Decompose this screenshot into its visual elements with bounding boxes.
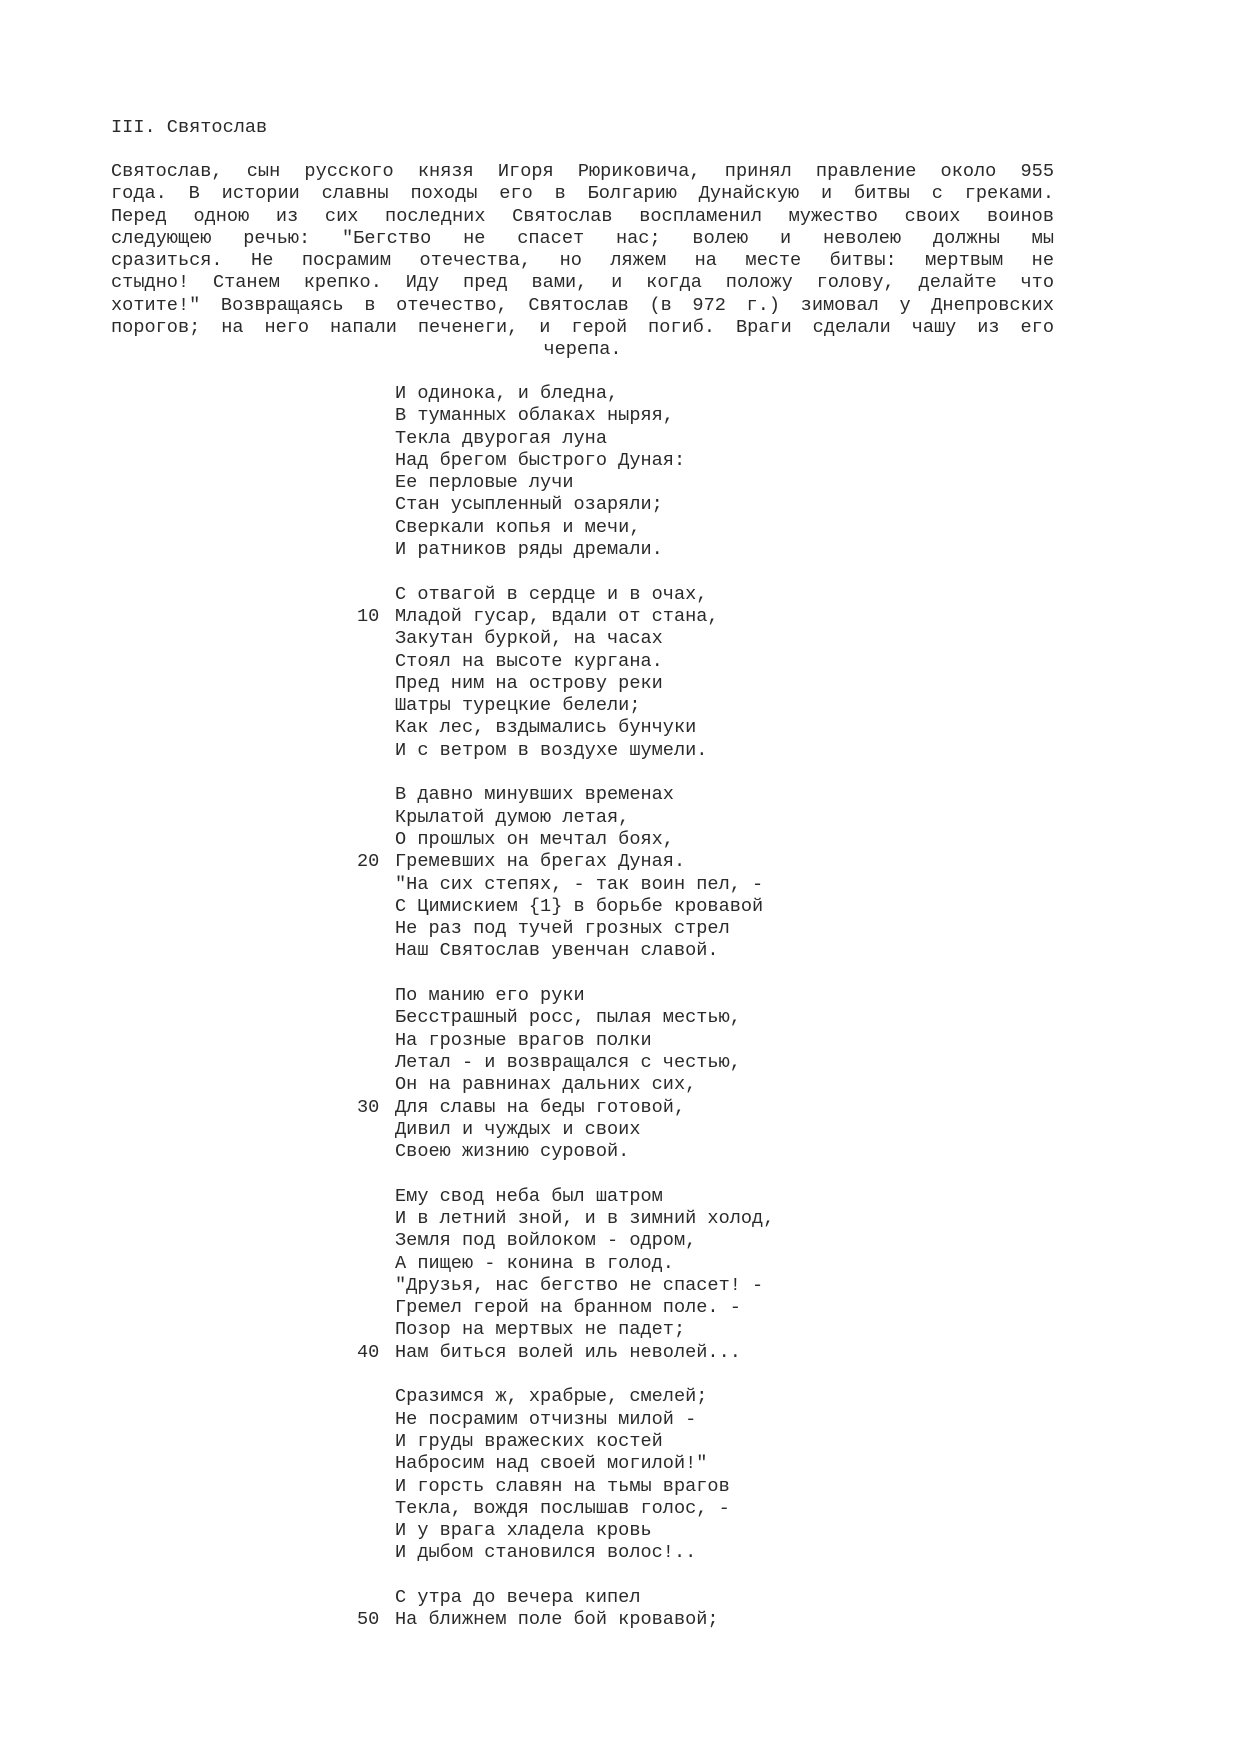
verse-text: Пред ним на острову реки xyxy=(395,672,663,694)
verse-line xyxy=(0,717,1242,739)
verse-line xyxy=(0,1097,1242,1119)
verse-line xyxy=(0,673,1242,695)
verse-line xyxy=(0,1230,1242,1252)
verse-text: "На сих степях, - так воин пел, - xyxy=(395,873,764,895)
verse-line xyxy=(0,494,1242,516)
verse-text: Позор на мертвых не падет; xyxy=(395,1319,686,1341)
verse-text: А пищею - конина в голод. xyxy=(395,1252,674,1274)
verse-line xyxy=(0,1030,1242,1052)
intro-line: Перед одною из сих последних Святослав воспламенил мужество своих воинов xyxy=(111,205,1054,227)
verse-text: Не посрамим отчизны милой - xyxy=(395,1408,697,1430)
verse-text: Ее перловые лучи xyxy=(395,472,574,494)
verse-text: Как лес, вздымались бунчуки xyxy=(395,717,697,739)
verse-line xyxy=(0,606,1242,628)
verse-line xyxy=(0,628,1242,650)
verse-line xyxy=(0,472,1242,494)
verse-text: Гремел герой на бранном поле. - xyxy=(395,1297,741,1319)
verse-line xyxy=(0,517,1242,539)
verse-text: Набросим над своей могилой!" xyxy=(395,1453,708,1475)
verse-text: И в летний зной, и в зимний холод, xyxy=(395,1207,775,1229)
verse-line xyxy=(0,1498,1242,1520)
intro-line: сразиться. Не посрамим отечества, но ляжем на месте битвы: мертвым не xyxy=(111,250,1054,272)
verse-line xyxy=(0,1542,1242,1564)
verse-text: Текла двурогая луна xyxy=(395,427,608,449)
verse-line xyxy=(0,1453,1242,1475)
poem xyxy=(0,383,1242,1654)
verse-line xyxy=(0,829,1242,851)
verse-text: В туманных облаках ныряя, xyxy=(395,405,674,427)
verse-text: Крылатой думою летая, xyxy=(395,806,630,828)
intro-line: порогов; на него напали печенеги, и герой погиб. Враги сделали чашу из его xyxy=(111,317,1054,339)
verse-text: С отвагой в сердце и в очах, xyxy=(395,583,708,605)
verse-line xyxy=(0,1141,1242,1163)
verse-line xyxy=(0,584,1242,606)
verse-line xyxy=(0,940,1242,962)
verse-text: Текла, вождя послышав голос, - xyxy=(395,1497,730,1519)
stanza xyxy=(0,784,1242,962)
verse-line xyxy=(0,1409,1242,1431)
verse-line xyxy=(0,1275,1242,1297)
line-number: 20 xyxy=(357,851,380,873)
intro-line: хотите!" Возвращаясь в отечество, Святослав (в 972 г.) зимовал у Днепровских xyxy=(111,294,1054,316)
intro-line: Святослав, сын русского князя Игоря Рюриковича, принял правление около 955 xyxy=(111,161,1054,182)
intro-paragraph xyxy=(111,161,1054,362)
verse-text: Младой гусар, вдали от стана, xyxy=(395,605,719,627)
verse-text: Для славы на беды готовой, xyxy=(395,1096,686,1118)
verse-text: Наш Святослав увенчан славой. xyxy=(395,940,719,962)
verse-line xyxy=(0,807,1242,829)
verse-text: Ему свод неба был шатром xyxy=(395,1185,663,1207)
verse-line xyxy=(0,695,1242,717)
line-number: 40 xyxy=(357,1341,380,1363)
verse-line xyxy=(0,1319,1242,1341)
line-number: 10 xyxy=(357,605,380,627)
verse-text: С утра до вечера кипел xyxy=(395,1587,641,1609)
verse-text: По манию его руки xyxy=(395,985,585,1007)
verse-text: "Друзья, нас бегство не спасет! - xyxy=(395,1274,764,1296)
verse-line xyxy=(0,896,1242,918)
verse-text: Дивил и чуждых и своих xyxy=(395,1118,641,1140)
verse-line xyxy=(0,651,1242,673)
verse-line xyxy=(0,1386,1242,1408)
verse-line xyxy=(0,740,1242,762)
verse-text: И дыбом становился волос!.. xyxy=(395,1542,697,1564)
verse-text: В давно минувших временах xyxy=(395,784,674,806)
verse-line xyxy=(0,985,1242,1007)
verse-line xyxy=(0,450,1242,472)
verse-text: И ратников ряды дремали. xyxy=(395,539,663,561)
verse-line xyxy=(0,1297,1242,1319)
verse-line xyxy=(0,1476,1242,1498)
stanza xyxy=(0,383,1242,561)
verse-text: И с ветром в воздухе шумели. xyxy=(395,739,708,761)
verse-line xyxy=(0,1520,1242,1542)
verse-line xyxy=(0,874,1242,896)
verse-text: Стан усыпленный озаряли; xyxy=(395,494,663,516)
stanza xyxy=(0,584,1242,762)
verse-text: На грозные врагов полки xyxy=(395,1029,652,1051)
verse-line xyxy=(0,1587,1242,1609)
verse-text: Над брегом быстрого Дуная: xyxy=(395,449,686,471)
stanza xyxy=(0,1386,1242,1564)
verse-text: С Цимискием {1} в борьбе кровавой xyxy=(395,895,764,917)
line-number: 50 xyxy=(357,1609,380,1631)
verse-text: Сразимся ж, храбрые, смелей; xyxy=(395,1386,708,1408)
verse-text: Шатры турецкие белели; xyxy=(395,695,641,717)
chapter-title: III. Святослав xyxy=(111,117,268,138)
verse-text: Гремевших на брегах Дуная. xyxy=(395,851,686,873)
verse-text: И горсть славян на тьмы врагов xyxy=(395,1475,730,1497)
verse-line xyxy=(0,383,1242,405)
stanza xyxy=(0,1587,1242,1632)
verse-text: И у врага хладела кровь xyxy=(395,1520,652,1542)
verse-line xyxy=(0,1342,1242,1364)
verse-line xyxy=(0,1052,1242,1074)
verse-text: И одинока, и бледна, xyxy=(395,383,619,404)
verse-text: Своею жизнию суровой. xyxy=(395,1141,630,1163)
intro-line: следующею речью: "Бегство не спасет нас; волею и неволею должны мы xyxy=(111,227,1054,249)
verse-text: Сверкали копья и мечи, xyxy=(395,516,641,538)
verse-line xyxy=(0,539,1242,561)
verse-line xyxy=(0,784,1242,806)
verse-line xyxy=(0,1074,1242,1096)
stanza xyxy=(0,1186,1242,1364)
verse-line xyxy=(0,1208,1242,1230)
verse-line xyxy=(0,428,1242,450)
line-number: 30 xyxy=(357,1096,380,1118)
verse-text: Земля под войлоком - одром, xyxy=(395,1230,697,1252)
verse-text: И груды вражеских костей xyxy=(395,1430,663,1452)
verse-line xyxy=(0,1186,1242,1208)
verse-text: Закутан буркой, на часах xyxy=(395,628,663,650)
stanza xyxy=(0,985,1242,1163)
verse-line xyxy=(0,1119,1242,1141)
verse-line xyxy=(0,1253,1242,1275)
verse-line xyxy=(0,1431,1242,1453)
verse-line xyxy=(0,405,1242,427)
verse-line xyxy=(0,918,1242,940)
intro-line: стыдно! Станем крепко. Иду пред вами, и когда положу голову, делайте что xyxy=(111,272,1054,294)
verse-text: На ближнем поле бой кровавой; xyxy=(395,1609,719,1631)
verse-text: Стоял на высоте кургана. xyxy=(395,650,663,672)
verse-text: О прошлых он мечтал боях, xyxy=(395,828,674,850)
verse-line xyxy=(0,1007,1242,1029)
verse-line xyxy=(0,851,1242,873)
intro-line: года. В истории славны походы его в Болгарию Дунайскую и битвы с греками. xyxy=(111,183,1054,205)
verse-text: Бесстрашный росс, пылая местью, xyxy=(395,1007,741,1029)
verse-line xyxy=(0,1609,1242,1631)
verse-text: Летал - и возвращался с честью, xyxy=(395,1051,741,1073)
verse-text: Не раз под тучей грозных стрел xyxy=(395,918,730,940)
verse-text: Нам биться волей иль неволей... xyxy=(395,1341,741,1363)
intro-line: черепа. xyxy=(543,339,622,361)
verse-text: Он на равнинах дальних сих, xyxy=(395,1074,697,1096)
